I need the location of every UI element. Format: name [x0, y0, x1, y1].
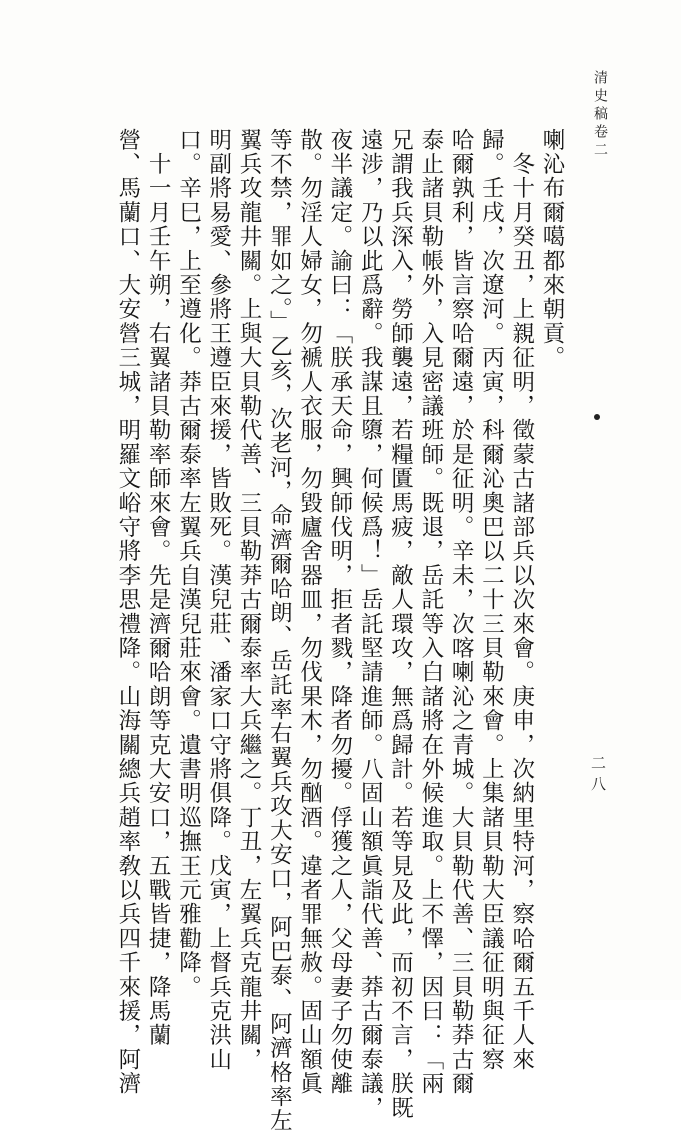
text-column: 泰止諸貝勒帳外，入見密議班師。既退，岳託等入白諸將在外候進取。上不懌，因曰：「兩: [417, 128, 444, 1096]
page-number: 二八: [589, 755, 607, 797]
text-column: 等不禁，罪如之。」乙亥，次老河，命濟爾哈朗、岳託率右翼兵攻大安口，阿巴泰、阿濟格率左: [266, 128, 293, 1133]
text-column: 兄謂我兵深入，勞師襲遠，若糧匱馬疲，敵人環攻，無爲歸計。若等見及此，而初不言，朕既: [387, 128, 414, 1121]
text-column: 喇沁布爾噶都來朝貢。: [539, 128, 565, 370]
running-header: 清史稿卷二: [592, 70, 608, 160]
text-column: 散。勿淫人婦女，勿褫人衣服，勿毀廬舍器皿，勿伐果木，勿酗酒。違者罪無赦。固山額眞: [296, 128, 323, 1096]
text-column: 遠涉，乃以此爲辭。我謀且隳，何候爲！」岳託堅請進師。八固山額眞詣代善、莽古爾泰議，: [357, 128, 384, 1121]
text-column: 營、馬蘭口、大安營三城，明羅文峪守將李思禮降。山海關總兵趙率敎以兵四千來援，阿濟: [114, 128, 141, 1096]
text-column: 歸。壬戌，次遼河。丙寅，科爾沁奧巴以二十三貝勒來會。上集諸貝勒大臣議征明與征察: [478, 128, 505, 1072]
text-column: 明副將易愛、參將王遵臣來援，皆敗死。漢兒莊、潘家口守將俱降。戊寅，上督兵克洪山: [205, 128, 232, 1072]
text-column: 十一月壬午朔，右翼諸貝勒率師來會。先是濟爾哈朗等克大安口，五戰皆捷，降馬蘭: [145, 128, 172, 1048]
text-column: 哈爾孰利，皆言察哈爾遠，於是征明。辛未，次喀喇沁之青城。大貝勒代善、三貝勒莽古爾: [448, 128, 475, 1096]
text-column: 翼兵攻龍井關。上與大貝勒代善、三貝勒莽古爾泰率大兵繼之。丁丑，左翼兵克龍井關，: [236, 128, 263, 1072]
ink-dot: [594, 414, 600, 420]
body-text: [114, 128, 567, 1133]
text-column: 冬十月癸丑，上親征明，徵蒙古諸部兵以次來會。庚申，次納里特河，察哈爾五千人來: [508, 128, 535, 1072]
text-column: 夜半議定。諭曰：「朕承天命，興師伐明，拒者戮，降者勿擾。俘獲之人，父母妻子勿使離: [326, 128, 353, 1096]
text-column: 口。辛巳，上至遵化。莽古爾泰率左翼兵自漢兒莊來會。遺書明巡撫王元雅勸降。: [175, 128, 202, 1000]
